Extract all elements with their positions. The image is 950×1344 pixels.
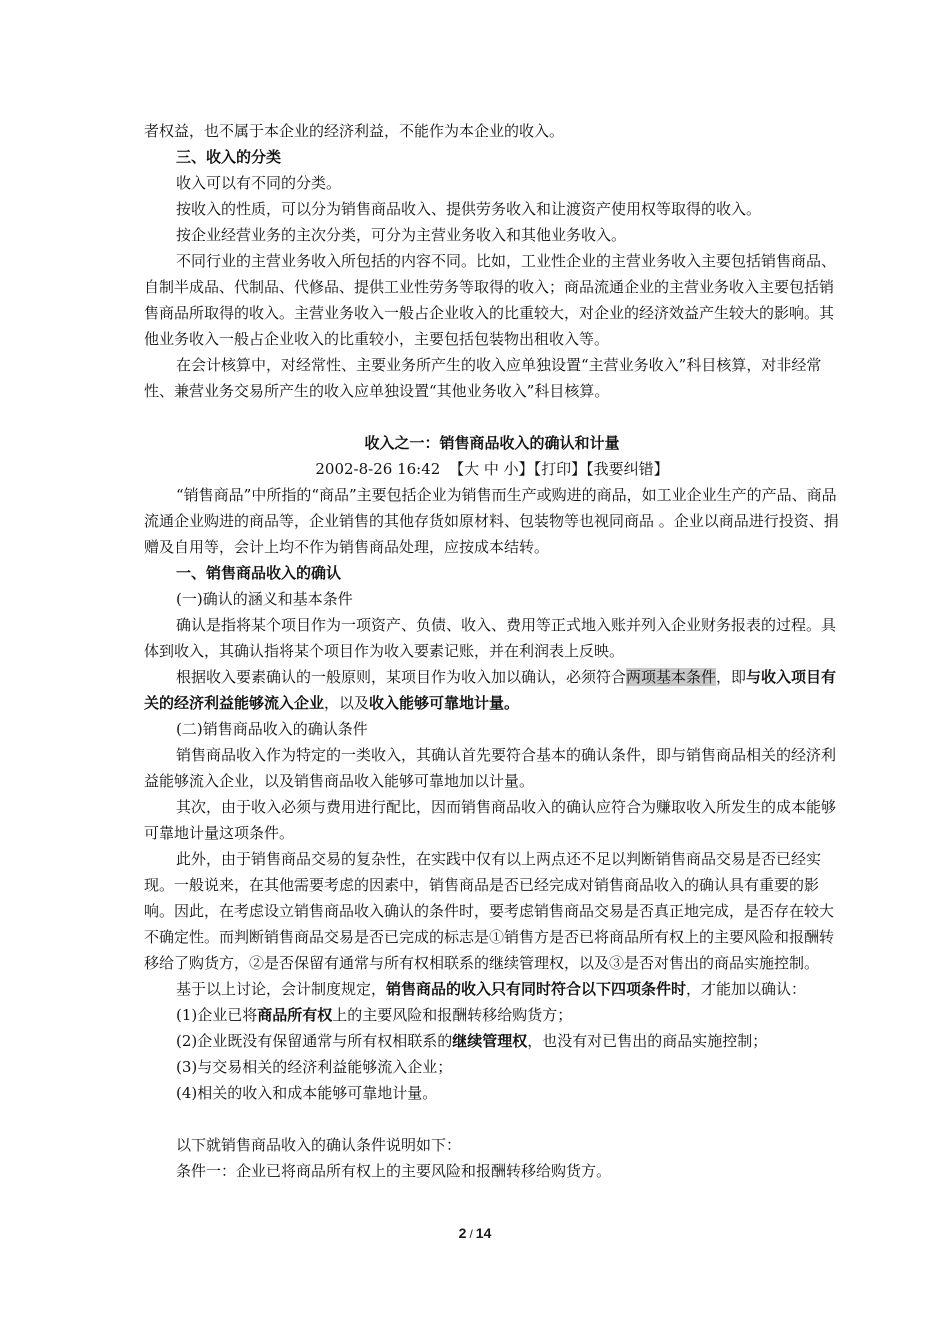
paragraph: 不同行业的主营业务收入所包括的内容不同。比如，工业性企业的主营业务收入主要包括销售商品、自制半成品、代制品、代修品、提供工业性劳务等取得的收入；商品流通企业的主营业务收入主要包括销售商品所取得的收入。主营业务收入一般占企业收入的比重较大，对企业的经济效益产生较大的影响。其他业务收入一般占企业收入的比重较小，主要包括包装物出租收入等。 <box>144 252 837 348</box>
text: 上的主要风险和报酬转移给购货方； <box>332 1006 573 1024</box>
paragraph: “销售商品”中所指的“商品”主要包括企业为销售而生产或购进的商品，如工业企业生产的产品、商品流通企业购进的商品等，企业销售的其他存货如原材料、包装物等也视同商品 。企业以商品进行投资、捐赠及自用等，会计上均不作为销售商品处理，应按成本结转。 <box>144 486 839 556</box>
section-heading-income-classification: 三、收入的分类 <box>176 148 282 166</box>
highlighted-text: 两项基本条件 <box>626 668 717 686</box>
bold-text: 与收入项目有关的经济利益能够流入企业 <box>144 668 837 712</box>
section-heading-recognition: 一、销售商品收入的确认 <box>176 564 342 582</box>
text: (2)企业既没有保留通常与所有权相联系的 <box>176 1032 453 1050</box>
text: 根据收入要素确认的一般原则，某项目作为收入加以确认，必须符合 <box>176 668 627 686</box>
paragraph: 在会计核算中，对经常性、主要业务所产生的收入应单独设置“主营业务收入”科目核算，对非经常性、兼营业务交易所产生的收入应单独设置“其他业务收入”科目核算。 <box>144 356 822 400</box>
paragraph: 按收入的性质，可以分为销售商品收入、提供劳务收入和让渡资产使用权等取得的收入。 <box>176 200 762 218</box>
bold-text: 销售商品的收入只有同时符合以下四项条件时 <box>386 980 687 998</box>
text: ，才能加以确认： <box>686 980 807 998</box>
bold-text: 继续管理权 <box>452 1032 528 1050</box>
text: ，即 <box>716 668 747 686</box>
text: ，也没有对已售出的商品实施控制； <box>527 1032 768 1050</box>
condition-item-4: (4)相关的收入和成本能够可靠地计量。 <box>176 1084 438 1102</box>
condition-item-2 <box>144 1028 840 1054</box>
paragraph: 条件一：企业已将商品所有权上的主要风险和报酬转移给购货方。 <box>176 1162 612 1180</box>
paragraph-basic-conditions <box>144 664 840 716</box>
text: ，以及 <box>324 694 370 712</box>
blank-line <box>144 1106 840 1132</box>
subsection-heading: (二)销售商品收入的确认条件 <box>176 720 368 738</box>
paragraph-continued: 者权益，也不属于本企业的经济利益，不能作为本企业的收入。 <box>144 122 565 140</box>
paragraph: 收入可以有不同的分类。 <box>176 174 342 192</box>
page-number <box>0 1225 950 1241</box>
subsection-heading: (一)确认的涵义和基本条件 <box>176 590 353 608</box>
article-title: 收入之一：销售商品收入的确认和计量 <box>364 434 620 452</box>
paragraph: 按企业经营业务的主次分类，可分为主营业务收入和其他业务收入。 <box>176 226 627 244</box>
paragraph: 其次，由于收入必须与费用进行配比，因而销售商品收入的确认应符合为赚取收入所发生的成本能够可靠地计量这项条件。 <box>144 798 837 842</box>
paragraph: 确认是指将某个项目作为一项资产、负债、收入、费用等正式地入账并列入企业财务报表的过程。具体到收入，其确认指将某个项目作为收入要素记账，并在利润表上反映。 <box>144 616 837 660</box>
article-date: 2002-8-26 16:42 <box>315 460 441 478</box>
paragraph: 销售商品收入作为特定的一类收入，其确认首先要符合基本的确认条件，即与销售商品相关的经济利益能够流入企业，以及销售商品收入能够可靠地加以计量。 <box>144 746 837 790</box>
bold-text: 收入能够可靠地计量。 <box>369 694 520 712</box>
page-total: 14 <box>475 1225 492 1241</box>
bold-text: 商品所有权 <box>257 1006 333 1024</box>
paragraph: 此外，由于销售商品交易的复杂性，在实践中仅有以上两点还不足以判断销售商品交易是否已经实现。一般说来，在其他需要考虑的因素中，销售商品是否已经完成对销售商品收入的确认具有重要的影响。因此，在考虑设立销售商品收入确认的条件时，要考虑销售商品交易是否真正地完成，是否存在较大不确定性。而判断销售商品交易是否已完成的标志是①销售方是否已将商品所有权上的主要风险和报酬转移给了购货方，②是否保留有通常与所有权相联系的继续管理权，以及③是否对售出的商品实施控制。 <box>144 850 835 972</box>
paragraph-four-conditions <box>144 976 840 1002</box>
blank-line <box>144 404 840 430</box>
condition-item-3: (3)与交易相关的经济利益能够流入企业； <box>176 1058 453 1076</box>
article-links[interactable]: 【大 中 小】【打印】【我要纠错】 <box>449 460 669 478</box>
article-meta <box>144 456 840 482</box>
document-body <box>144 118 840 1184</box>
paragraph: 以下就销售商品收入的确认条件说明如下： <box>176 1136 462 1154</box>
text: 基于以上讨论，会计制度规定， <box>176 980 387 998</box>
text: (1)企业已将 <box>176 1006 258 1024</box>
page-current: 2 <box>458 1225 467 1241</box>
page-separator: / <box>469 1227 473 1241</box>
condition-item-1 <box>144 1002 840 1028</box>
